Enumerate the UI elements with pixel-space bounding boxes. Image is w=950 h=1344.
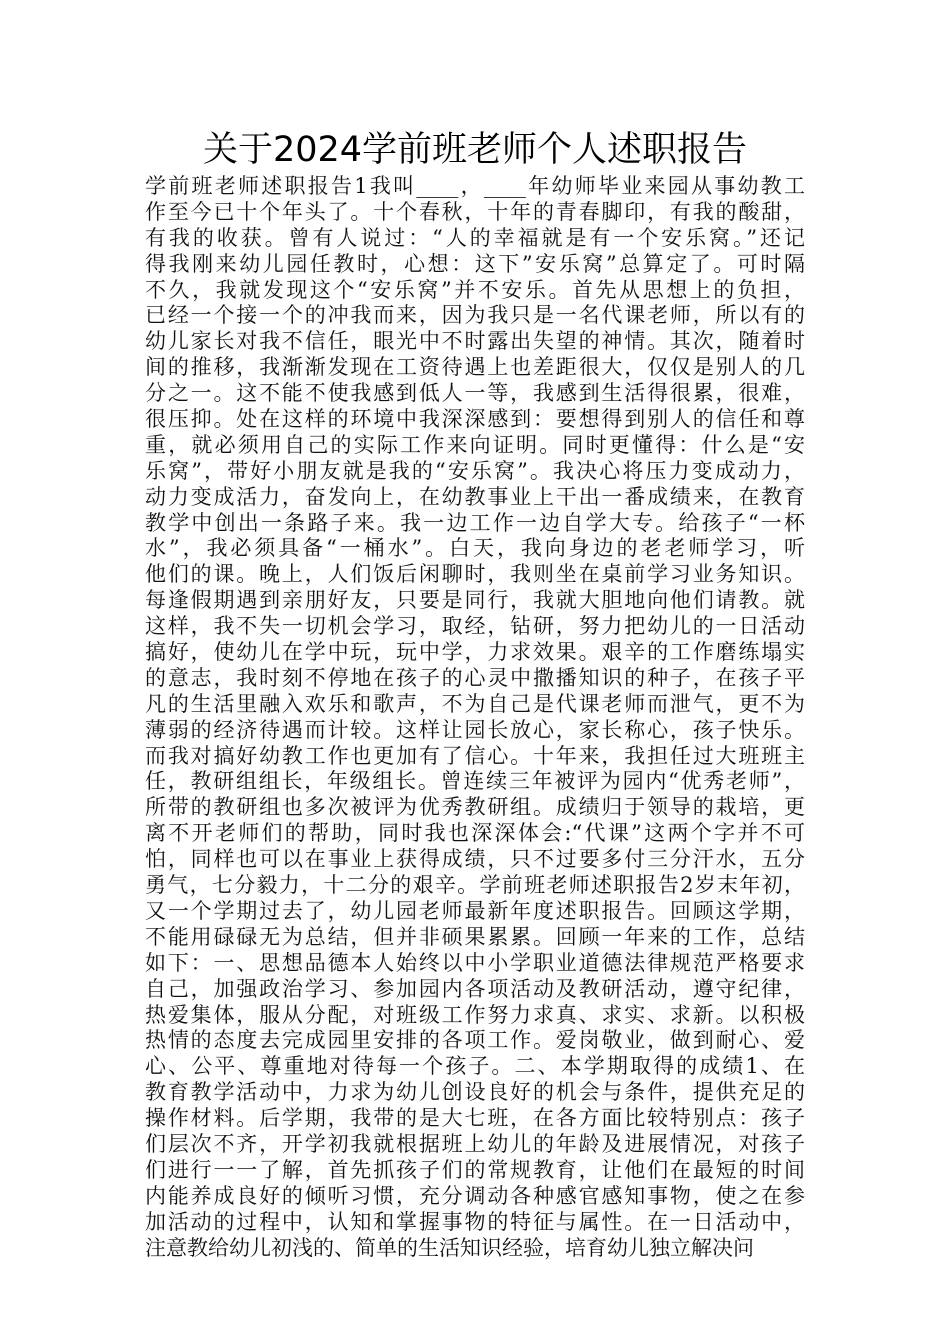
document-title: 关于2024学前班老师个人述职报告 xyxy=(202,130,748,170)
body-text-line: 重，就必须用自己的实际工作来向证明。同时更懂得：什么是“安 xyxy=(145,432,805,457)
body-text-line: 的意志，我时刻不停地在孩子的心灵中撒播知识的种子，在孩子平 xyxy=(145,665,805,690)
body-text-line: 不久，我就发现这个“安乐窝”并不安乐。首先从思想上的负担， xyxy=(145,277,805,302)
body-text-line: 水”，我必须具备“一桶水”。白天，我向身边的老老师学习，听 xyxy=(145,536,805,561)
body-text-line: 很压抑。处在这样的环境中我深深感到：要想得到别人的信任和尊 xyxy=(145,407,805,432)
body-text-line: 内能养成良好的倾听习惯，充分调动各种感官感知事物，使之在参 xyxy=(145,1183,805,1208)
body-text-line: 勇气，七分毅力，十二分的艰辛。学前班老师述职报告2岁末年初， xyxy=(145,873,805,898)
body-text-line: 怕，同样也可以在事业上获得成绩，只不过要多付三分汗水，五分 xyxy=(145,847,805,872)
body-text-line: 有我的收获。曾有人说过：“人的幸福就是有一个安乐窝。”还记 xyxy=(145,225,805,250)
body-text-line: 动力变成活力，奋发向上，在幼教事业上干出一番成绩来，在教育 xyxy=(145,484,805,509)
document-body xyxy=(145,174,805,1261)
body-text-line: 不能用碌碌无为总结，但并非硕果累累。回顾一年来的工作，总结 xyxy=(145,924,805,949)
body-text-line: 又一个学期过去了，幼儿园老师最新年度述职报告。回顾这学期， xyxy=(145,898,805,923)
body-text-line: 所带的教研组也多次被评为优秀教研组。成绩归于领导的栽培，更 xyxy=(145,795,805,820)
body-text-line: 任，教研组组长，年级组长。曾连续三年被评为园内“优秀老师”， xyxy=(145,769,805,794)
body-text-line: 薄弱的经济待遇而计较。这样让园长放心，家长称心，孩子快乐。 xyxy=(145,717,805,742)
body-text-line: 自己，加强政治学习、参加园内各项活动及教研活动，遵守纪律， xyxy=(145,976,805,1001)
body-text-line: 加活动的过程中，认知和掌握事物的特征与属性。在一日活动中， xyxy=(145,1209,805,1234)
body-text-line: 热情的态度去完成园里安排的各项工作。爱岗敬业，做到耐心、爱 xyxy=(145,1028,805,1053)
body-text-line: 作至今已十个年头了。十个春秋，十年的青春脚印，有我的酸甜， xyxy=(145,199,805,224)
body-text-line: 乐窝”，带好小朋友就是我的“安乐窝”。我决心将压力变成动力， xyxy=(145,458,805,483)
body-text-line: 教学中创出一条路子来。我一边工作一边自学大专。给孩子“一杯 xyxy=(145,510,805,535)
body-text-line: 教育教学活动中，力求为幼儿创设良好的机会与条件，提供充足的 xyxy=(145,1080,805,1105)
body-text-line: 分之一。这不能不使我感到低人一等，我感到生活得很累，很难， xyxy=(145,381,805,406)
body-text-line: 他们的课。晚上，人们饭后闲聊时，我则坐在桌前学习业务知识。 xyxy=(145,562,805,587)
body-text-line: 操作材料。后学期，我带的是大七班，在各方面比较特别点：孩子 xyxy=(145,1106,805,1131)
body-text-line: 而我对搞好幼教工作也更加有了信心。十年来，我担任过大班班主 xyxy=(145,743,805,768)
body-text-line: 每逢假期遇到亲朋好友，只要是同行，我就大胆地向他们请教。就 xyxy=(145,588,805,613)
body-text-line: 注意教给幼儿初浅的、简单的生活知识经验，培育幼儿独立解决问 xyxy=(145,1235,754,1260)
body-text-line: 搞好，使幼儿在学中玩，玩中学，力求效果。艰辛的工作磨练塌实 xyxy=(145,640,805,665)
body-text-line: 们进行一一了解，首先抓孩子们的常规教育，让他们在最短的时间 xyxy=(145,1157,805,1182)
body-text-line: 凡的生活里融入欢乐和歌声，不为自己是代课老师而泄气，更不为 xyxy=(145,691,805,716)
body-text-line: 这样，我不失一切机会学习，取经，钻研，努力把幼儿的一日活动 xyxy=(145,614,805,639)
body-text-line: 已经一个接一个的冲我而来，因为我只是一名代课老师，所以有的 xyxy=(145,303,805,328)
body-text-line: 们层次不齐，开学初我就根据班上幼儿的年龄及进展情况，对孩子 xyxy=(145,1131,805,1156)
body-text-line: 离不开老师们的帮助，同时我也深深体会:“代课”这两个字并不可 xyxy=(145,821,805,846)
body-text-line: 如下：一、思想品德本人始终以中小学职业道德法律规范严格要求 xyxy=(145,950,805,975)
body-text-line: 学前班老师述职报告1我叫____，____年幼师毕业来园从事幼教工 xyxy=(145,174,805,198)
body-text-line: 间的推移，我渐渐发现在工资待遇上也差距很大，仅仅是别人的几 xyxy=(145,355,805,380)
body-text-line: 心、公平、尊重地对待每一个孩子。二、本学期取得的成绩1、在 xyxy=(145,1054,805,1079)
body-text-line: 热爱集体，服从分配，对班级工作努力求真、求实、求新。以积极 xyxy=(145,1002,805,1027)
body-text-line: 幼儿家长对我不信任，眼光中不时露出失望的神情。其次，随着时 xyxy=(145,329,805,354)
body-text-line: 得我刚来幼儿园任教时，心想：这下”安乐窝”总算定了。可时隔 xyxy=(145,251,805,276)
